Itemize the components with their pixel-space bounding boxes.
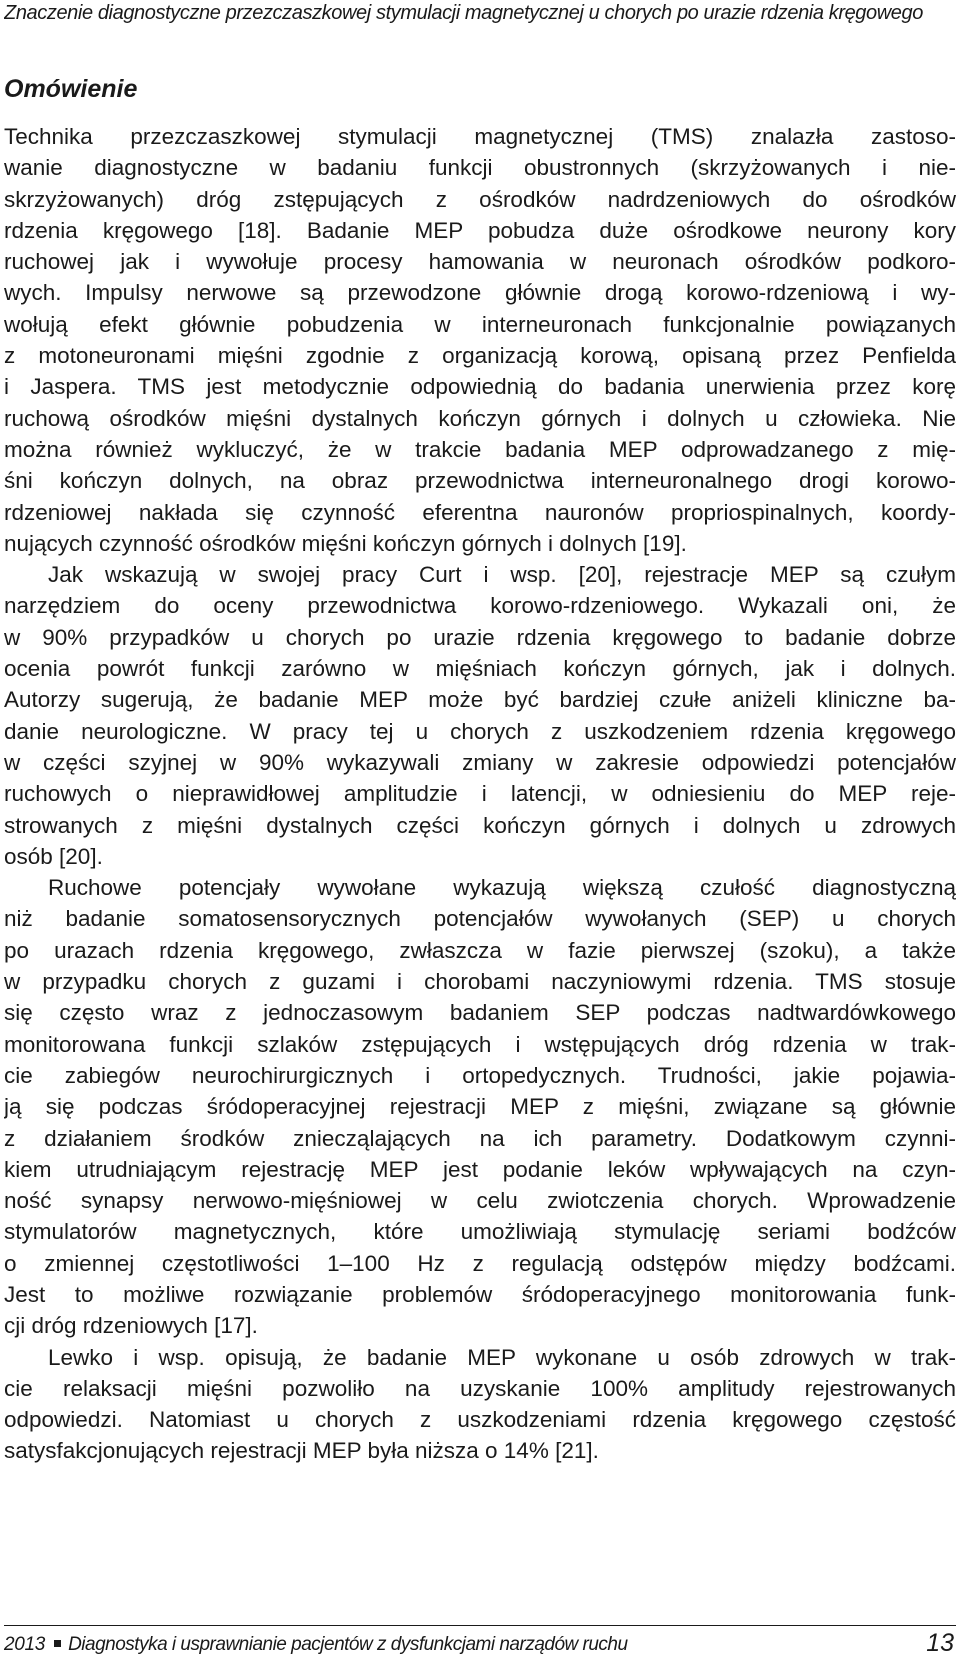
text-line: Ruchowe potencjały wywołane wykazują większą czułość diagnostyczną	[48, 875, 956, 901]
text-line: wanie diagnostyczne w badaniu funkcji obustronnych (skrzyżowanych i nie-	[4, 155, 956, 181]
text-line: cie relaksacji mięśni pozwoliło na uzyskanie 100% amplitudy rejestrowanych	[4, 1375, 956, 1401]
text-line: cji dróg rdzeniowych [17].	[4, 1313, 258, 1339]
page-number: 13	[926, 1629, 954, 1657]
text-line: kiem utrudniającym rejestrację MEP jest podanie leków wpływających na czyn-	[4, 1156, 956, 1182]
text-line: rdzeniowej nakłada się czynność eferentna nauronów propriospinalnych, koordy-	[4, 499, 956, 525]
text-line: rdzenia kręgowego [18]. Badanie MEP pobudza duże ośrodkowe neurony kory	[4, 217, 956, 243]
journal-title: Diagnostyka i usprawnianie pacjentów z dysfunkcjami narządów ruchu	[68, 1634, 628, 1655]
text-line: skrzyżowanych) dróg zstępujących z ośrodków nadrdzeniowych do ośrodków	[4, 186, 956, 212]
text-line: po urazach rdzenia kręgowego, zwłaszcza w fazie pierwszej (szoku), a także	[4, 937, 956, 963]
text-line: o zmiennej częstotliwości 1–100 Hz z regulacją odstępów między bodźcami.	[4, 1250, 956, 1276]
section-heading: Omówienie	[4, 75, 138, 103]
text-line: Technika przezczaszkowej stymulacji magnetycznej (TMS) znalazła zastoso-	[4, 124, 956, 149]
text-line: stymulatorów magnetycznych, które umożliwiają stymulację seriami bodźców	[4, 1219, 956, 1245]
text-line: Jest to możliwe rozwiązanie problemów śródoperacyjnego monitorowania funk-	[4, 1281, 956, 1307]
text-line: w 90% przypadków u chorych po urazie rdzenia kręgowego to badanie dobrze	[4, 624, 956, 650]
text-line: strowanych z mięśni dystalnych części kończyn górnych i dolnych u zdrowych	[4, 812, 956, 838]
text-line: ność synapsy nerwowo-mięśniowej w celu zwiotczenia chorych. Wprowadzenie	[4, 1188, 956, 1214]
text-line: Lewko i wsp. opisują, że badanie MEP wykonane u osób zdrowych w trak-	[48, 1344, 956, 1370]
text-line: Autorzy sugerują, że badanie MEP może być bardziej czułe aniżeli kliniczne ba-	[4, 687, 956, 713]
text-line: śni kończyn dolnych, na obraz przewodnictwa interneuronalnego drogi korowo-	[4, 468, 956, 494]
bullet-icon	[54, 1640, 61, 1647]
text-line: się często wraz z jednoczasowym badaniem SEP podczas nadtwardówkowego	[4, 1000, 956, 1026]
text-line: odpowiedzi. Natomiast u chorych z uszkodzeniami rdzenia kręgowego częstość	[4, 1407, 956, 1433]
text-line: ruchową ośrodków mięśni dystalnych kończyn górnych i dolnych u człowieka. Nie	[4, 405, 956, 431]
text-line: nujących czynność ośrodków mięśni kończyn górnych i dolnych [19].	[4, 530, 687, 556]
text-line: ruchowej jak i wywołuje procesy hamowania w neuronach ośrodków podkoro-	[4, 249, 956, 275]
text-line: można również wykluczyć, że w trakcie badania MEP odprowadzanego z mię-	[4, 436, 956, 462]
text-line: i Jaspera. TMS jest metodycznie odpowiednią do badania unerwienia przez korę	[4, 374, 956, 400]
text-line: w przypadku chorych z guzami i chorobami naczyniowymi rdzenia. TMS stosuje	[4, 969, 956, 995]
text-line: ruchowych o nieprawidłowej amplitudzie i latencji, w odniesieniu do MEP reje-	[4, 781, 956, 807]
footer-year: 2013	[4, 1634, 46, 1655]
text-line: niż badanie somatosensorycznych potencjałów wywołanych (SEP) u chorych	[4, 906, 956, 932]
running-header: Znaczenie diagnostyczne przezczaszkowej stymulacji magnetycznej u chorych po urazie rdzenia kręgowego	[4, 2, 923, 24]
text-line: ocenia powrót funkcji zarówno w mięśniach kończyn górnych, jak i dolnych.	[4, 656, 956, 682]
text-line: danie neurologiczne. W pracy tej u chorych z uszkodzeniem rdzenia kręgowego	[4, 718, 956, 744]
text-line: osób [20].	[4, 843, 103, 869]
article-body	[4, 121, 956, 1467]
text-line: satysfakcjonujących rejestracji MEP była niższa o 14% [21].	[4, 1438, 599, 1464]
text-line: wołują efekt głównie pobudzenia w interneuronach funkcjonalnie powiązanych	[4, 311, 956, 337]
text-line: z motoneuronami mięśni zgodnie z organizacją korową, opisaną przez Penfielda	[4, 343, 956, 369]
page-footer	[4, 1629, 956, 1662]
footer-divider	[4, 1625, 956, 1626]
text-line: cie zabiegów neurochirurgicznych i ortopedycznych. Trudności, jakie pojawia-	[4, 1062, 956, 1088]
text-line: w części szyjnej w 90% wykazywali zmiany w zakresie odpowiedzi potencjałów	[4, 749, 956, 775]
text-line: wych. Impulsy nerwowe są przewodzone głównie drogą korowo-rdzeniową i wy-	[4, 280, 956, 306]
text-line: monitorowana funkcji szlaków zstępujących i wstępujących dróg rdzenia w trak-	[4, 1031, 956, 1057]
text-line: Jak wskazują w swojej pracy Curt i wsp. [20], rejestracje MEP są czułym	[48, 562, 956, 588]
text-line: z działaniem środków zniecząlających na ich parametry. Dodatkowym czynni-	[4, 1125, 956, 1151]
text-line: narzędziem do oceny przewodnictwa korowo-rdzeniowego. Wykazali oni, że	[4, 593, 956, 619]
text-line: ją się podczas śródoperacyjnej rejestracji MEP z mięśni, związane są głównie	[4, 1094, 956, 1120]
